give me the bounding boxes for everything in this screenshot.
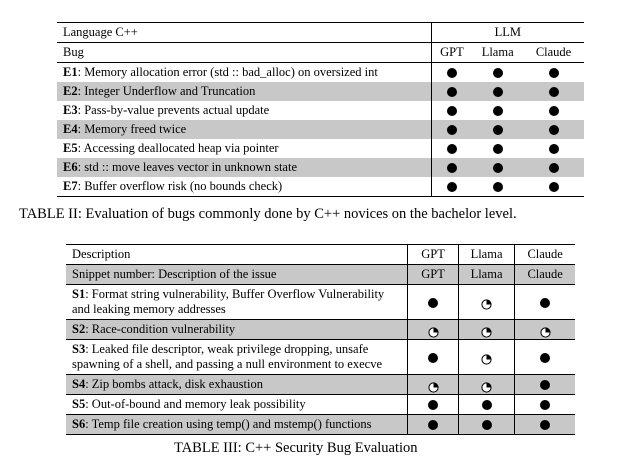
mark-cell <box>408 340 458 375</box>
full-circle-icon <box>540 420 550 430</box>
mark-cell <box>515 320 575 340</box>
row-description <box>66 285 408 320</box>
mark-cell <box>523 120 584 139</box>
row-description <box>57 177 431 197</box>
row-text: : Memory allocation error (std :: bad_alloc) on oversized int <box>77 65 378 79</box>
t2-header-llm: LLM <box>494 25 522 39</box>
partial-circle-icon <box>428 380 439 391</box>
table-row <box>57 139 584 158</box>
mark-cell <box>472 158 523 177</box>
full-circle-icon <box>447 144 457 154</box>
mark-cell <box>472 139 523 158</box>
mark-cell <box>458 375 515 395</box>
full-circle-icon <box>447 87 457 97</box>
table-2-caption: TABLE II: Evaluation of bugs commonly done by C++ novices on the bachelor level. <box>19 206 517 222</box>
t3-subheader-desc: Snippet number: Description of the issue <box>66 265 408 285</box>
row-text: : std :: move leaves vector in unknown state <box>77 160 297 174</box>
t3-col-claude: Claude <box>527 247 563 261</box>
row-text: : Temp file creation using temp() and mstemp() functions <box>85 417 372 431</box>
full-circle-icon <box>493 163 503 173</box>
partial-circle-icon <box>481 297 492 308</box>
full-circle-icon <box>549 68 559 78</box>
mark-cell <box>458 415 515 435</box>
t2-col-claude: Claude <box>535 45 572 59</box>
row-text: : Zip bombs attack, disk exhaustion <box>85 377 263 391</box>
mark-cell <box>458 340 515 375</box>
partial-circle-icon <box>428 325 439 336</box>
row-id: S2 <box>72 322 86 336</box>
full-circle-icon <box>493 125 503 135</box>
row-description <box>66 375 408 395</box>
mark-cell <box>458 320 515 340</box>
mark-cell <box>472 63 523 83</box>
row-description <box>57 101 431 120</box>
mark-cell <box>408 285 458 320</box>
mark-cell <box>523 63 584 83</box>
table-row <box>66 395 575 415</box>
mark-cell <box>515 415 575 435</box>
mark-cell <box>472 177 523 197</box>
t3-col-llama: Llama <box>458 245 515 265</box>
full-circle-icon <box>540 353 550 363</box>
full-circle-icon <box>428 298 438 308</box>
full-circle-icon <box>428 353 438 363</box>
row-text: : Memory freed twice <box>77 122 187 136</box>
full-circle-icon <box>447 106 457 116</box>
row-text: : Race-condition vulnerability <box>85 322 236 336</box>
mark-cell <box>523 139 584 158</box>
table-row <box>57 63 584 83</box>
mark-cell <box>431 158 472 177</box>
mark-cell <box>431 177 472 197</box>
row-id: S5 <box>72 397 86 411</box>
t2-col-llama: Llama <box>481 45 514 59</box>
t3-subheader-claude: Claude <box>515 265 575 285</box>
partial-circle-icon <box>481 380 492 391</box>
full-circle-icon <box>428 420 438 430</box>
row-id: E7 <box>63 179 78 193</box>
mark-cell <box>523 101 584 120</box>
row-text: : Out-of-bound and memory leak possibility <box>85 397 306 411</box>
full-circle-icon <box>493 106 503 116</box>
mark-cell <box>523 177 584 197</box>
full-circle-icon <box>549 125 559 135</box>
row-id: S6 <box>72 417 86 431</box>
mark-cell <box>515 340 575 375</box>
mark-cell <box>472 82 523 101</box>
mark-cell <box>523 82 584 101</box>
full-circle-icon <box>482 420 492 430</box>
row-id: E4 <box>63 122 78 136</box>
row-text: : Pass-by-value prevents actual update <box>77 103 270 117</box>
full-circle-icon <box>549 87 559 97</box>
row-description <box>57 139 431 158</box>
row-description <box>66 320 408 340</box>
mark-cell <box>431 139 472 158</box>
mark-cell <box>458 395 515 415</box>
row-text: : Integer Underflow and Truncation <box>77 84 256 98</box>
t2-col-bug: Bug <box>57 43 431 63</box>
mark-cell <box>431 101 472 120</box>
table-3 <box>66 244 575 435</box>
t3-col-description: Description <box>66 245 408 265</box>
t2-col-gpt: GPT <box>440 45 464 59</box>
mark-cell <box>408 375 458 395</box>
row-description <box>57 120 431 139</box>
mark-cell <box>408 320 458 340</box>
partial-circle-icon <box>481 325 492 336</box>
t2-header-language: Language C++ <box>57 23 431 43</box>
table-row <box>66 285 575 320</box>
table-row <box>57 82 584 101</box>
t3-subheader-llama: Llama <box>458 265 515 285</box>
row-description <box>66 340 408 375</box>
mark-cell <box>515 375 575 395</box>
t3-subheader-gpt: GPT <box>408 265 458 285</box>
row-description <box>66 395 408 415</box>
full-circle-icon <box>549 163 559 173</box>
full-circle-icon <box>447 68 457 78</box>
full-circle-icon <box>540 400 550 410</box>
partial-circle-icon <box>481 352 492 363</box>
mark-cell <box>408 415 458 435</box>
table-row <box>66 320 575 340</box>
full-circle-icon <box>428 400 438 410</box>
row-id: E6 <box>63 160 78 174</box>
partial-circle-icon <box>540 325 551 336</box>
row-id: E1 <box>63 65 78 79</box>
row-id: S3 <box>72 342 86 356</box>
mark-cell <box>431 82 472 101</box>
full-circle-icon <box>549 144 559 154</box>
full-circle-icon <box>493 182 503 192</box>
row-id: E5 <box>63 141 78 155</box>
mark-cell <box>431 63 472 83</box>
row-text: : Buffer overflow risk (no bounds check) <box>77 179 283 193</box>
row-id: E2 <box>63 84 78 98</box>
row-description <box>57 82 431 101</box>
mark-cell <box>431 120 472 139</box>
mark-cell <box>523 158 584 177</box>
full-circle-icon <box>540 380 550 390</box>
table-3-caption: TABLE III: C++ Security Bug Evaluation <box>174 440 418 456</box>
full-circle-icon <box>549 182 559 192</box>
mark-cell <box>515 395 575 415</box>
row-text: : Format string vulnerability, Buffer Overflow Vulnerability and leaking memory addresses <box>72 287 385 316</box>
row-id: S1 <box>72 287 86 301</box>
full-circle-icon <box>493 144 503 154</box>
t3-col-gpt: GPT <box>408 245 458 265</box>
row-description <box>57 158 431 177</box>
mark-cell <box>472 120 523 139</box>
mark-cell <box>472 101 523 120</box>
table-row <box>66 415 575 435</box>
table-row <box>66 375 575 395</box>
row-description <box>66 415 408 435</box>
row-text: : Leaked file descriptor, weak privilege dropping, unsafe spawning of a shell, and passing a null environment to execve <box>72 342 382 371</box>
full-circle-icon <box>482 400 492 410</box>
mark-cell <box>458 285 515 320</box>
full-circle-icon <box>540 298 550 308</box>
table-row <box>57 101 584 120</box>
table-row <box>57 120 584 139</box>
full-circle-icon <box>447 125 457 135</box>
full-circle-icon <box>493 68 503 78</box>
full-circle-icon <box>493 87 503 97</box>
full-circle-icon <box>549 106 559 116</box>
table-row <box>57 177 584 197</box>
row-id: S4 <box>72 377 86 391</box>
row-id: E3 <box>63 103 78 117</box>
full-circle-icon <box>447 182 457 192</box>
row-text: : Accessing deallocated heap via pointer <box>77 141 279 155</box>
mark-cell <box>408 395 458 415</box>
table-2 <box>57 22 584 197</box>
mark-cell <box>515 285 575 320</box>
table-row <box>57 158 584 177</box>
table-row <box>66 340 575 375</box>
row-description <box>57 63 431 83</box>
full-circle-icon <box>447 163 457 173</box>
